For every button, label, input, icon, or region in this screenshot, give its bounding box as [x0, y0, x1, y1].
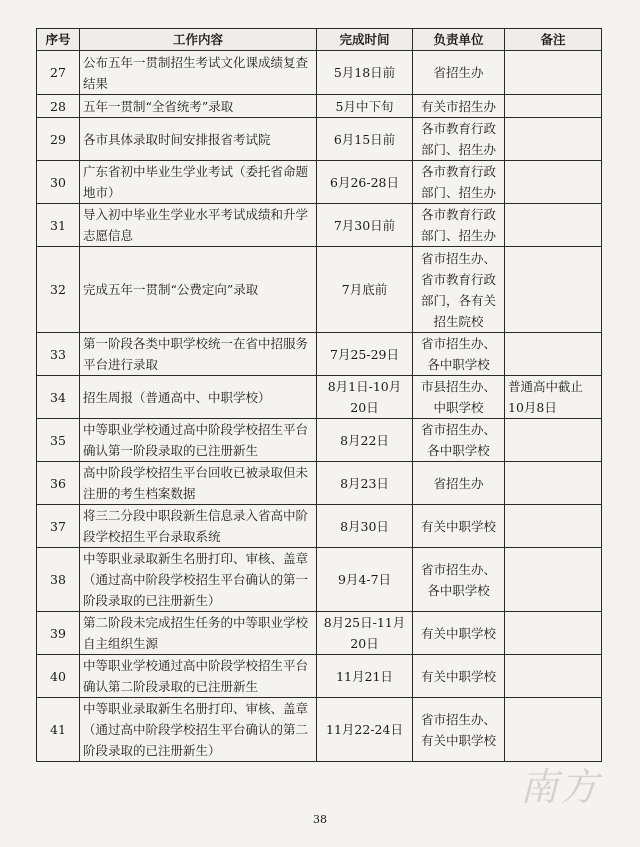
cell-content: 五年一贯制“全省统考”录取	[80, 95, 317, 118]
cell-time: 7月30日前	[317, 204, 413, 247]
cell-content: 完成五年一贯制“公费定向”录取	[80, 247, 317, 333]
cell-note	[505, 548, 602, 612]
cell-unit: 有关中职学校	[413, 655, 505, 698]
cell-unit: 省招生办	[413, 51, 505, 95]
cell-unit: 市县招生办、中职学校	[413, 376, 505, 419]
cell-no: 33	[37, 333, 80, 376]
header-time: 完成时间	[317, 29, 413, 51]
header-note: 备注	[505, 29, 602, 51]
table-row	[37, 505, 602, 548]
cell-unit: 省市招生办、有关中职学校	[413, 698, 505, 762]
cell-no: 34	[37, 376, 80, 419]
cell-unit: 各市教育行政部门、招生办	[413, 161, 505, 204]
table-row	[37, 419, 602, 462]
cell-content: 导入初中毕业生学业水平考试成绩和升学志愿信息	[80, 204, 317, 247]
cell-time: 7月25-29日	[317, 333, 413, 376]
table-row	[37, 161, 602, 204]
table-row	[37, 51, 602, 95]
cell-unit: 各市教育行政部门、招生办	[413, 204, 505, 247]
table-row	[37, 95, 602, 118]
cell-content: 中等职业学校通过高中阶段学校招生平台确认第二阶段录取的已注册新生	[80, 655, 317, 698]
cell-no: 35	[37, 419, 80, 462]
cell-time: 9月4-7日	[317, 548, 413, 612]
cell-unit: 有关中职学校	[413, 505, 505, 548]
cell-content: 各市具体录取时间安排报省考试院	[80, 118, 317, 161]
cell-note	[505, 51, 602, 95]
cell-time: 6月15日前	[317, 118, 413, 161]
watermark-logo: 南方	[520, 765, 601, 809]
cell-time: 11月21日	[317, 655, 413, 698]
cell-content: 公布五年一贯制招生考试文化课成绩复查结果	[80, 51, 317, 95]
cell-content: 中等职业录取新生名册打印、审核、盖章（通过高中阶段学校招生平台确认的第二阶段录取的已注册新生）	[80, 698, 317, 762]
cell-content: 高中阶段学校招生平台回收已被录取但未注册的考生档案数据	[80, 462, 317, 505]
table-row	[37, 204, 602, 247]
cell-note	[505, 247, 602, 333]
cell-note	[505, 118, 602, 161]
cell-note	[505, 612, 602, 655]
table-row	[37, 548, 602, 612]
cell-time: 11月22-24日	[317, 698, 413, 762]
cell-time: 5月中下旬	[317, 95, 413, 118]
header-content: 工作内容	[80, 29, 317, 51]
cell-no: 30	[37, 161, 80, 204]
cell-unit: 省市招生办、省市教育行政部门，各有关招生院校	[413, 247, 505, 333]
header-unit: 负责单位	[413, 29, 505, 51]
cell-time: 6月26-28日	[317, 161, 413, 204]
cell-note: 普通高中截止10月8日	[505, 376, 602, 419]
cell-note	[505, 95, 602, 118]
cell-no: 40	[37, 655, 80, 698]
cell-content: 将三二分段中职段新生信息录入省高中阶段学校招生平台录取系统	[80, 505, 317, 548]
cell-unit: 省市招生办、各中职学校	[413, 548, 505, 612]
table-body	[37, 51, 602, 762]
cell-note	[505, 333, 602, 376]
table-row	[37, 118, 602, 161]
cell-no: 27	[37, 51, 80, 95]
table-header-row	[37, 29, 602, 51]
table-row	[37, 376, 602, 419]
table-row	[37, 333, 602, 376]
cell-unit: 省招生办	[413, 462, 505, 505]
cell-time: 8月30日	[317, 505, 413, 548]
cell-time: 5月18日前	[317, 51, 413, 95]
cell-unit: 有关市招生办	[413, 95, 505, 118]
cell-content: 第一阶段各类中职学校统一在省中招服务平台进行录取	[80, 333, 317, 376]
cell-no: 36	[37, 462, 80, 505]
cell-unit: 省市招生办、各中职学校	[413, 333, 505, 376]
cell-no: 37	[37, 505, 80, 548]
cell-note	[505, 419, 602, 462]
cell-note	[505, 698, 602, 762]
cell-unit: 有关中职学校	[413, 612, 505, 655]
cell-no: 29	[37, 118, 80, 161]
cell-content: 第二阶段未完成招生任务的中等职业学校自主组织生源	[80, 612, 317, 655]
table-row	[37, 247, 602, 333]
cell-note	[505, 505, 602, 548]
cell-time: 8月22日	[317, 419, 413, 462]
cell-note	[505, 655, 602, 698]
cell-content: 招生周报（普通高中、中职学校）	[80, 376, 317, 419]
cell-no: 39	[37, 612, 80, 655]
cell-time: 7月底前	[317, 247, 413, 333]
table-row	[37, 698, 602, 762]
cell-no: 41	[37, 698, 80, 762]
table-row	[37, 462, 602, 505]
cell-unit: 各市教育行政部门、招生办	[413, 118, 505, 161]
schedule-table	[36, 28, 602, 762]
cell-no: 38	[37, 548, 80, 612]
header-no: 序号	[37, 29, 80, 51]
table-row	[37, 612, 602, 655]
cell-content: 中等职业录取新生名册打印、审核、盖章（通过高中阶段学校招生平台确认的第一阶段录取的已注册新生）	[80, 548, 317, 612]
cell-content: 中等职业学校通过高中阶段学校招生平台确认第一阶段录取的已注册新生	[80, 419, 317, 462]
cell-no: 31	[37, 204, 80, 247]
cell-time: 8月25日-11月20日	[317, 612, 413, 655]
cell-no: 32	[37, 247, 80, 333]
cell-note	[505, 161, 602, 204]
cell-no: 28	[37, 95, 80, 118]
page-number: 38	[313, 813, 327, 826]
cell-time: 8月23日	[317, 462, 413, 505]
cell-note	[505, 462, 602, 505]
cell-note	[505, 204, 602, 247]
cell-content: 广东省初中毕业生学业考试（委托省命题地市）	[80, 161, 317, 204]
table-row	[37, 655, 602, 698]
cell-time: 8月1日-10月20日	[317, 376, 413, 419]
cell-unit: 省市招生办、各中职学校	[413, 419, 505, 462]
